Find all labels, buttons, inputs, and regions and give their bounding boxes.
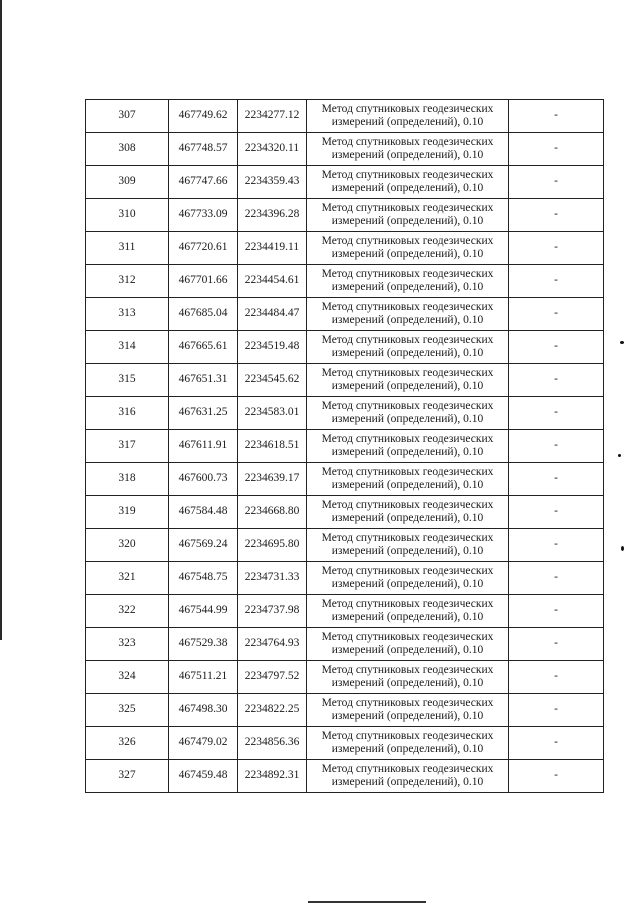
method-text-line1: Метод спутниковых геодезических: [321, 465, 494, 478]
method-cell: [307, 133, 509, 166]
method-text-line2: измерений (определений), 0.10: [331, 380, 484, 392]
method-text-line1: Метод спутниковых геодезических: [321, 564, 494, 577]
coordinates-table: [85, 99, 604, 793]
method-text-line1: Метод спутниковых геодезических: [321, 234, 494, 247]
method-text-line1: Метод спутниковых геодезических: [321, 498, 494, 511]
x-coordinate: 467747.66: [169, 166, 238, 199]
scan-speck: [621, 546, 624, 551]
method-text-line1: Метод спутниковых геодезических: [321, 663, 494, 676]
method-cell: [307, 562, 509, 595]
description-cell: -: [509, 331, 604, 364]
y-coordinate: 2234519.48: [238, 331, 307, 364]
method-cell: [307, 199, 509, 232]
point-number: 321: [86, 562, 169, 595]
method-cell: [307, 331, 509, 364]
description-cell: -: [509, 661, 604, 694]
description-cell: -: [509, 298, 604, 331]
page-bottom-rule: [308, 901, 426, 903]
point-number: 317: [86, 430, 169, 463]
method-text-line1: Метод спутниковых геодезических: [321, 531, 494, 544]
x-coordinate: 467459.48: [169, 760, 238, 793]
scan-speck: [618, 454, 621, 457]
x-coordinate: 467569.24: [169, 529, 238, 562]
table-row: [86, 166, 604, 199]
method-text-line2: измерений (определений), 0.10: [331, 578, 484, 590]
description-cell: -: [509, 595, 604, 628]
table-row: [86, 232, 604, 265]
method-cell: [307, 265, 509, 298]
method-text-line1: Метод спутниковых геодезических: [321, 300, 494, 313]
point-number: 311: [86, 232, 169, 265]
table-body: [86, 100, 604, 793]
description-cell: -: [509, 232, 604, 265]
description-cell: -: [509, 133, 604, 166]
y-coordinate: 2234454.61: [238, 265, 307, 298]
x-coordinate: 467498.30: [169, 694, 238, 727]
method-text-line1: Метод спутниковых геодезических: [321, 597, 494, 610]
method-text-line2: измерений (определений), 0.10: [331, 116, 484, 128]
method-text-line2: измерений (определений), 0.10: [331, 479, 484, 491]
point-number: 320: [86, 529, 169, 562]
description-cell: -: [509, 760, 604, 793]
y-coordinate: 2234797.52: [238, 661, 307, 694]
method-text-line2: измерений (определений), 0.10: [331, 512, 484, 524]
method-text-line2: измерений (определений), 0.10: [331, 677, 484, 689]
y-coordinate: 2234396.28: [238, 199, 307, 232]
y-coordinate: 2234618.51: [238, 430, 307, 463]
method-text-line1: Метод спутниковых геодезических: [321, 135, 494, 148]
description-cell: -: [509, 727, 604, 760]
description-cell: -: [509, 166, 604, 199]
y-coordinate: 2234695.80: [238, 529, 307, 562]
method-text-line1: Метод спутниковых геодезических: [321, 267, 494, 280]
method-text-line2: измерений (определений), 0.10: [331, 545, 484, 557]
method-text-line2: измерений (определений), 0.10: [331, 743, 484, 755]
table-row: [86, 199, 604, 232]
method-cell: [307, 397, 509, 430]
x-coordinate: 467479.02: [169, 727, 238, 760]
method-text-line2: измерений (определений), 0.10: [331, 314, 484, 326]
x-coordinate: 467651.31: [169, 364, 238, 397]
point-number: 315: [86, 364, 169, 397]
point-number: 316: [86, 397, 169, 430]
x-coordinate: 467665.61: [169, 331, 238, 364]
table-row: [86, 562, 604, 595]
y-coordinate: 2234639.17: [238, 463, 307, 496]
method-text-line2: измерений (определений), 0.10: [331, 149, 484, 161]
method-text-line1: Метод спутниковых геодезических: [321, 729, 494, 742]
table-row: [86, 694, 604, 727]
table-row: [86, 760, 604, 793]
method-cell: [307, 364, 509, 397]
point-number: 323: [86, 628, 169, 661]
table-row: [86, 331, 604, 364]
scan-left-edge: [0, 0, 2, 640]
y-coordinate: 2234731.33: [238, 562, 307, 595]
x-coordinate: 467584.48: [169, 496, 238, 529]
method-cell: [307, 661, 509, 694]
point-number: 326: [86, 727, 169, 760]
y-coordinate: 2234484.47: [238, 298, 307, 331]
point-number: 313: [86, 298, 169, 331]
y-coordinate: 2234277.12: [238, 100, 307, 133]
method-text-line2: измерений (определений), 0.10: [331, 413, 484, 425]
x-coordinate: 467748.57: [169, 133, 238, 166]
method-cell: [307, 694, 509, 727]
method-text-line2: измерений (определений), 0.10: [331, 710, 484, 722]
method-cell: [307, 760, 509, 793]
method-text-line1: Метод спутниковых геодезических: [321, 399, 494, 412]
point-number: 318: [86, 463, 169, 496]
method-text-line1: Метод спутниковых геодезических: [321, 762, 494, 775]
table-row: [86, 364, 604, 397]
y-coordinate: 2234419.11: [238, 232, 307, 265]
description-cell: -: [509, 397, 604, 430]
table-row: [86, 661, 604, 694]
point-number: 309: [86, 166, 169, 199]
x-coordinate: 467701.66: [169, 265, 238, 298]
point-number: 314: [86, 331, 169, 364]
y-coordinate: 2234764.93: [238, 628, 307, 661]
x-coordinate: 467685.04: [169, 298, 238, 331]
method-cell: [307, 628, 509, 661]
description-cell: -: [509, 265, 604, 298]
method-text-line1: Метод спутниковых геодезических: [321, 366, 494, 379]
description-cell: -: [509, 463, 604, 496]
method-text-line2: измерений (определений), 0.10: [331, 347, 484, 359]
table-row: [86, 628, 604, 661]
method-text-line1: Метод спутниковых геодезических: [321, 201, 494, 214]
y-coordinate: 2234892.31: [238, 760, 307, 793]
x-coordinate: 467529.38: [169, 628, 238, 661]
y-coordinate: 2234668.80: [238, 496, 307, 529]
point-number: 310: [86, 199, 169, 232]
method-cell: [307, 298, 509, 331]
scan-speck: [620, 341, 624, 344]
point-number: 327: [86, 760, 169, 793]
method-text-line1: Метод спутниковых геодезических: [321, 696, 494, 709]
y-coordinate: 2234583.01: [238, 397, 307, 430]
y-coordinate: 2234359.43: [238, 166, 307, 199]
point-number: 322: [86, 595, 169, 628]
method-text-line2: измерений (определений), 0.10: [331, 611, 484, 623]
method-text-line1: Метод спутниковых геодезических: [321, 333, 494, 346]
table-row: [86, 463, 604, 496]
method-text-line1: Метод спутниковых геодезических: [321, 432, 494, 445]
x-coordinate: 467631.25: [169, 397, 238, 430]
x-coordinate: 467749.62: [169, 100, 238, 133]
x-coordinate: 467720.61: [169, 232, 238, 265]
point-number: 307: [86, 100, 169, 133]
table-row: [86, 397, 604, 430]
description-cell: -: [509, 100, 604, 133]
description-cell: -: [509, 628, 604, 661]
method-cell: [307, 166, 509, 199]
point-number: 325: [86, 694, 169, 727]
method-text-line1: Метод спутниковых геодезических: [321, 102, 494, 115]
method-text-line2: измерений (определений), 0.10: [331, 182, 484, 194]
table-row: [86, 727, 604, 760]
point-number: 324: [86, 661, 169, 694]
method-text-line2: измерений (определений), 0.10: [331, 215, 484, 227]
method-text-line2: измерений (определений), 0.10: [331, 248, 484, 260]
x-coordinate: 467511.21: [169, 661, 238, 694]
table-row: [86, 298, 604, 331]
method-cell: [307, 430, 509, 463]
description-cell: -: [509, 562, 604, 595]
table-row: [86, 496, 604, 529]
y-coordinate: 2234822.25: [238, 694, 307, 727]
description-cell: -: [509, 529, 604, 562]
method-text-line2: измерений (определений), 0.10: [331, 281, 484, 293]
x-coordinate: 467733.09: [169, 199, 238, 232]
x-coordinate: 467548.75: [169, 562, 238, 595]
description-cell: -: [509, 199, 604, 232]
method-cell: [307, 595, 509, 628]
method-text-line2: измерений (определений), 0.10: [331, 644, 484, 656]
y-coordinate: 2234737.98: [238, 595, 307, 628]
y-coordinate: 2234856.36: [238, 727, 307, 760]
method-cell: [307, 727, 509, 760]
description-cell: -: [509, 496, 604, 529]
table-row: [86, 265, 604, 298]
table-row: [86, 529, 604, 562]
x-coordinate: 467600.73: [169, 463, 238, 496]
point-number: 308: [86, 133, 169, 166]
method-cell: [307, 100, 509, 133]
y-coordinate: 2234320.11: [238, 133, 307, 166]
description-cell: -: [509, 694, 604, 727]
point-number: 312: [86, 265, 169, 298]
table-row: [86, 430, 604, 463]
table-row: [86, 133, 604, 166]
method-cell: [307, 496, 509, 529]
method-text-line2: измерений (определений), 0.10: [331, 446, 484, 458]
x-coordinate: 467611.91: [169, 430, 238, 463]
table-row: [86, 100, 604, 133]
description-cell: -: [509, 364, 604, 397]
method-cell: [307, 529, 509, 562]
x-coordinate: 467544.99: [169, 595, 238, 628]
method-cell: [307, 232, 509, 265]
table-row: [86, 595, 604, 628]
method-text-line1: Метод спутниковых геодезических: [321, 168, 494, 181]
description-cell: -: [509, 430, 604, 463]
y-coordinate: 2234545.62: [238, 364, 307, 397]
point-number: 319: [86, 496, 169, 529]
method-cell: [307, 463, 509, 496]
method-text-line2: измерений (определений), 0.10: [331, 776, 484, 788]
method-text-line1: Метод спутниковых геодезических: [321, 630, 494, 643]
